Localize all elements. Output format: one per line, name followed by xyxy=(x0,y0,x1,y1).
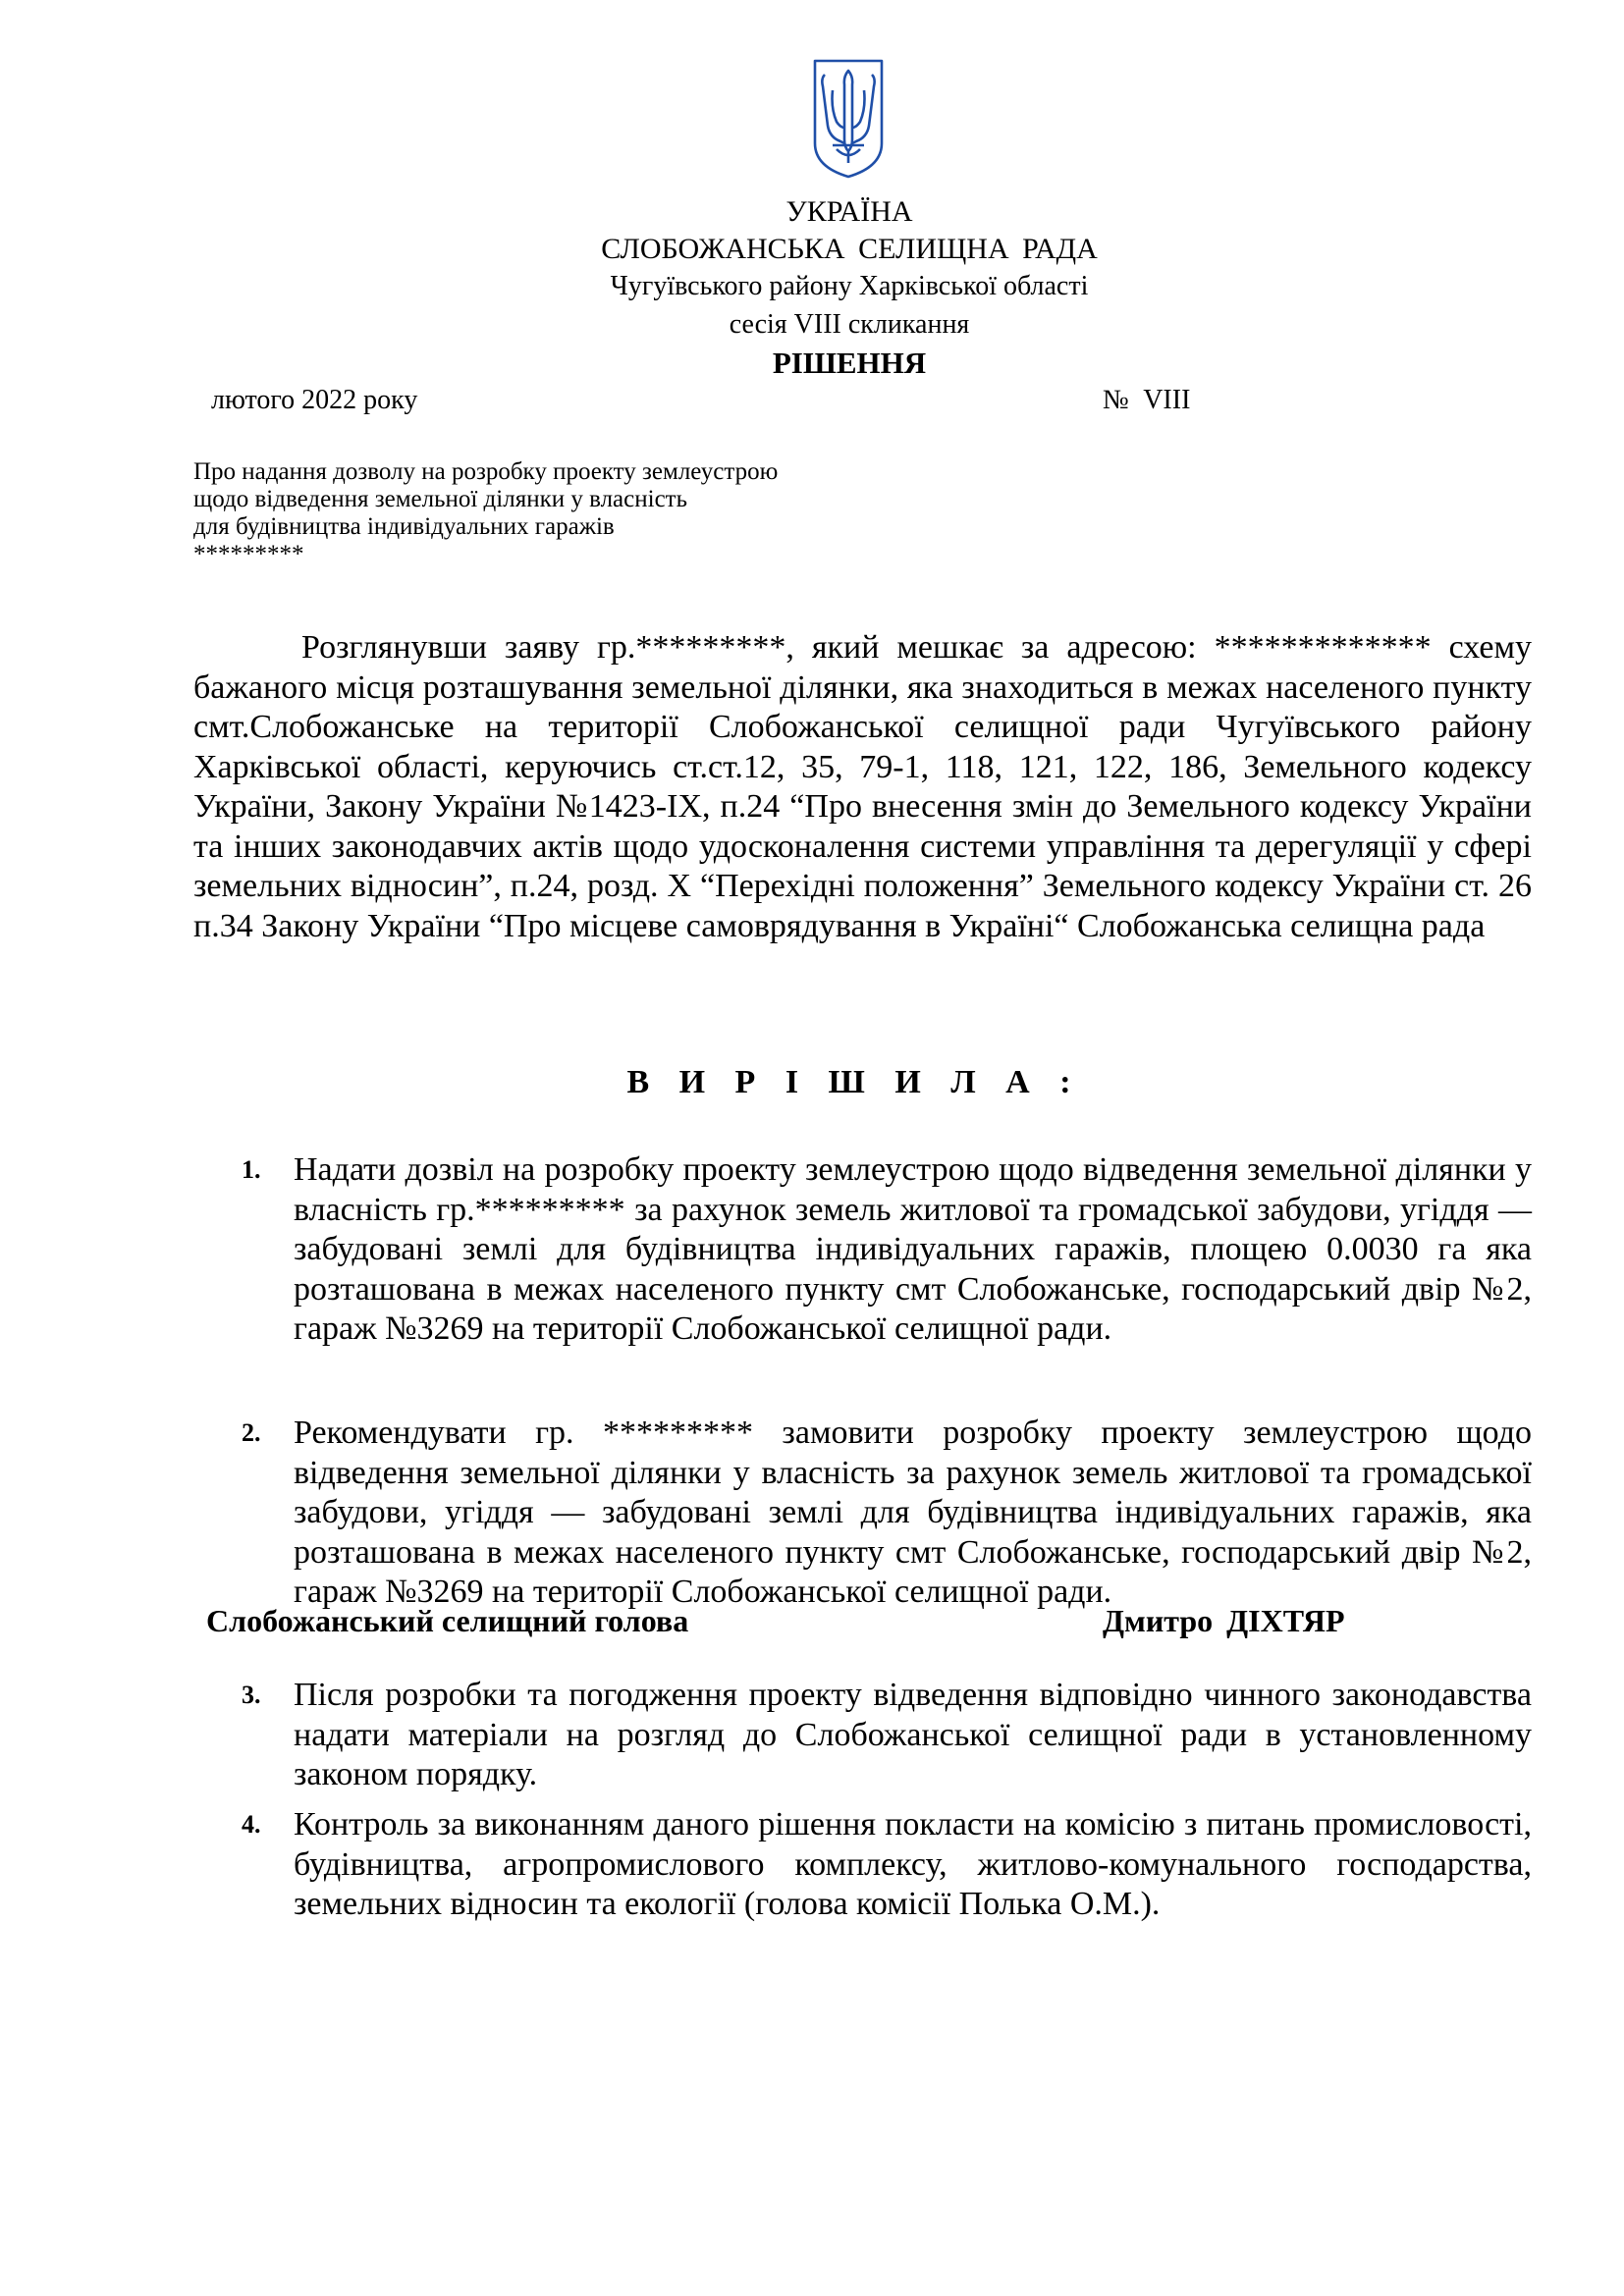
subject-line: Про надання дозволу на розробку проекту землеустрою xyxy=(193,458,779,485)
header-country: УКРАЇНА xyxy=(785,195,913,228)
list-item xyxy=(242,1805,1532,1925)
list-item xyxy=(242,1676,1532,1795)
item-number: 2. xyxy=(242,1418,261,1447)
item-number: 4. xyxy=(242,1810,261,1839)
decision-number: № VIII xyxy=(1103,385,1191,415)
preamble-text: Розглянувши заяву гр.*********, який мешкає за адресою: ************* схему бажаного місця розташування земельної ділянки, яка знаходиться в межах населеного пункту смт.Слобожанське на території Слобожанської селищної ради Чугуївського району Харківської області, керуючись ст.ст.12, 35, 79-1, 118, 121, 122, 186, Земельного кодексу України, Закону України №1423-IX, п.24 “Про внесення змін до Земельного кодексу України та інших законодавчих актів щодо удосконалення системи управління та дерегуляції у сфері земельних відносин”, п.24, розд. X “Перехідні положення” Земельного кодексу України ст. 26 п.34 Закону України “Про місцеве самоврядування в Україні“ Слобожанська селищна рада xyxy=(193,629,1532,944)
decision-title: РІШЕННЯ xyxy=(772,346,927,380)
header-district: Чугуївського району Харківської області xyxy=(610,271,1089,301)
coat-of-arms-trident-icon xyxy=(811,57,886,181)
signatory-name: Дмитро ДІХТЯР xyxy=(1103,1603,1345,1638)
decision-subject xyxy=(193,458,940,568)
list-item xyxy=(242,1414,1532,1613)
preamble xyxy=(193,628,1532,946)
item-number: 1. xyxy=(242,1155,261,1184)
header-council: СЛОБОЖАНСЬКА СЕЛИЩНА РАДА xyxy=(601,233,1098,265)
decision-date: лютого 2022 року xyxy=(211,385,418,415)
resolved-heading: В И Р І Ш И Л А : xyxy=(626,1064,1082,1100)
subject-line: для будівництва індивідуальних гаражів xyxy=(193,513,615,540)
item-text: Надати дозвіл на розробку проекту землеустрою щодо відведення земельної ділянки у власність гр.********* за рахунок земель житлової та громадської забудови, угіддя — забудовані землі для будівництва індивідуальних гаражів, площею 0.0030 га яка розташована в межах населеного пункту смт Слобожанське, господарський двір №2, гараж №3269 на території Слобожанської селищної ради. xyxy=(294,1151,1532,1347)
list-item xyxy=(242,1150,1532,1350)
signatory-title: Слобожанський селищний голова xyxy=(206,1603,689,1638)
item-text: Рекомендувати гр. ********* замовити розробку проекту землеустрою щодо відведення земельної ділянки у власність за рахунок земель житлової та громадської забудови, угіддя — забудовані землі для будівництва індивідуальних гаражів, яка розташована в межах населеного пункту смт Слобожанське, господарський двір №2, гараж №3269 на території Слобожанської селищної ради. xyxy=(294,1415,1532,1610)
item-text: Контроль за виконанням даного рішення покласти на комісію з питань промисловості, будівництва, агропромислового комплексу, житлово-комунального господарства, земельних відносин та екології (голова комісії Полька О.М.). xyxy=(294,1806,1532,1922)
header-session: сесія VIII скликання xyxy=(729,309,970,340)
subject-line: ********* xyxy=(193,541,304,567)
item-text: Після розробки та погодження проекту відведення відповідно чинного законодавства надати матеріали на розгляд до Слобожанської селищної ради в установленному законом порядку. xyxy=(294,1677,1532,1792)
item-number: 3. xyxy=(242,1681,261,1709)
subject-line: щодо відведення земельної ділянки у власність xyxy=(193,486,687,512)
